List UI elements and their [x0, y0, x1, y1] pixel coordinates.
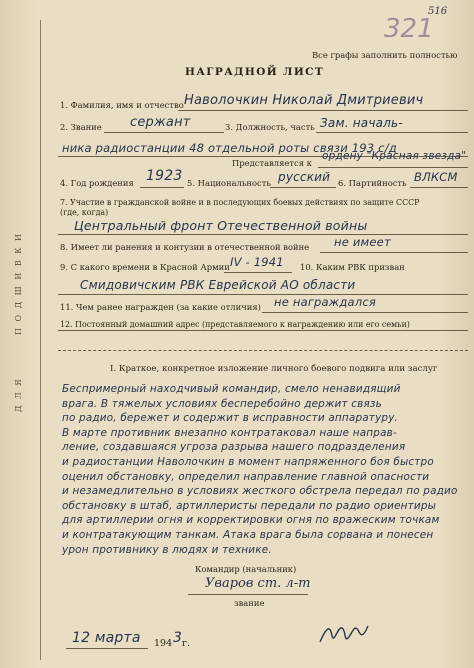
merit-text-line: обстановку в штаб, артиллеристы передали по радио ориентиры — [62, 499, 437, 512]
field-12-underline — [58, 330, 468, 331]
rank-label: звание — [234, 598, 265, 608]
represented-value: ордену "Красная звезда" — [322, 150, 467, 162]
merit-text-line: оценил обстановку, определил направление главной опасности — [62, 470, 430, 483]
page-number-mark: 516 — [428, 6, 448, 17]
field-7-label-2: (где, когда) — [60, 208, 109, 217]
field-1-label: 1. Фамилия, имя и отчество — [60, 100, 184, 110]
field-7-label: 7. Участие в гражданской войне и в последующих боевых действиях по защите СССР — [60, 198, 420, 207]
merit-text-line: Беспримерный находчивый командир, смело ненавидящий — [62, 383, 401, 395]
field-1-underline — [178, 110, 468, 111]
field-11-underline — [262, 312, 468, 313]
field-8-label: 8. Имеет ли ранения и контузии в отечественной войне — [60, 242, 310, 252]
merit-text-line: ление, создавшаяся угроза разрыва нашего подразделения — [62, 441, 406, 454]
field-7-underline — [58, 234, 468, 235]
field-11-value: не награждался — [274, 295, 376, 309]
archive-stamp-number: 321 — [384, 14, 434, 44]
merit-text-line: по радио, бережет и содержит в исправности аппаратуру. — [62, 412, 399, 425]
field-1-value: Наволочкин Николай Дмитриевич — [184, 93, 424, 108]
field-11-label: 11. Чем ранее награжден (за какие отличия) — [60, 302, 261, 312]
field-2-underline — [104, 132, 224, 133]
merit-text-line: врага. В тяжелых условиях бесперебойно держит связь — [62, 397, 382, 410]
field-3-underline — [316, 132, 468, 133]
document-title: НАГРАДНОЙ ЛИСТ — [185, 66, 325, 78]
field-3-continuation: ника радиостанции 48 отдельной роты связи 193 с/д — [62, 141, 397, 155]
field-2-label: 2. Звание — [60, 122, 102, 132]
field-4-value: 1923 — [146, 168, 183, 184]
field-6-label: 6. Партийность — [338, 178, 407, 188]
field-9-underline — [224, 272, 292, 273]
field-3-value: Зам. началь- — [320, 116, 403, 130]
binding-margin-line — [40, 20, 41, 660]
merit-text-line: и незамедлительно в условиях жесткого обстрела передал по радио — [62, 485, 458, 498]
field-5-value: русский — [278, 170, 331, 184]
represented-underline — [318, 167, 468, 168]
field-10-underline — [58, 294, 468, 295]
rank-underline — [188, 594, 308, 595]
merit-text-line: для артиллерии огня и корректировки огня по вражеским точкам — [62, 514, 440, 527]
field-6-underline — [410, 187, 468, 188]
commander-label: Командир (начальник) — [195, 564, 297, 574]
section-title: I. Краткое, конкретное изложение личного боевого подвига или заслуг — [110, 364, 438, 374]
field-7-value: Центральный фронт Отечественной войны — [74, 218, 368, 233]
field-10-label: 10. Каким РВК призван — [300, 262, 405, 272]
field-9-label: 9. С какого времени в Красной Армии — [60, 262, 230, 272]
date-year-printed: 194 — [154, 638, 173, 649]
merit-text-line: урон противнику в людях и технике. — [62, 543, 272, 556]
fill-all-note: Все графы заполнить полностью — [312, 50, 458, 60]
date-value: 12 марта — [72, 630, 141, 646]
field-3-label: 3. Должность, часть — [225, 122, 315, 132]
field-4-underline — [140, 187, 184, 188]
field-12-label: 12. Постоянный домашний адрес (представляемого к награждению или его семьи) — [60, 320, 410, 329]
merit-text-line: и контратакующим танкам. Атака врага была сорвана и понесен — [62, 529, 434, 541]
field-12-blank-line — [58, 350, 468, 351]
date-year-suffix: г. — [182, 638, 190, 649]
merit-text-line: и радиостанции Наволочкин в момент напряженного боя быстро — [62, 456, 434, 468]
field-10-value: Смидовичским РВК Еврейской АО области — [80, 278, 356, 292]
field-8-value: не имеет — [334, 235, 391, 249]
date-underline — [66, 648, 148, 649]
field-8-underline — [320, 252, 468, 253]
merit-text-line: В марте противник внезапно контратаковал наше направ- — [62, 426, 397, 439]
field-9-value: IV - 1941 — [230, 255, 284, 269]
field-4-label: 4. Год рождения — [60, 178, 134, 188]
commander-signature-text: Уваров ст. л-т — [205, 576, 311, 591]
date-year-hand: 3 — [173, 630, 183, 646]
field-2-value: сержант — [130, 115, 191, 130]
side-label-for: Д Л Я — [14, 377, 23, 412]
represented-label-visible: Представляется к — [232, 158, 312, 168]
field-5-underline — [270, 187, 336, 188]
field-6-value: ВЛКСМ — [414, 170, 458, 184]
field-5-label: 5. Национальность — [187, 178, 271, 188]
handwritten-signature — [318, 618, 370, 648]
side-label-binding: П О Д Ш И В К И — [14, 232, 23, 335]
